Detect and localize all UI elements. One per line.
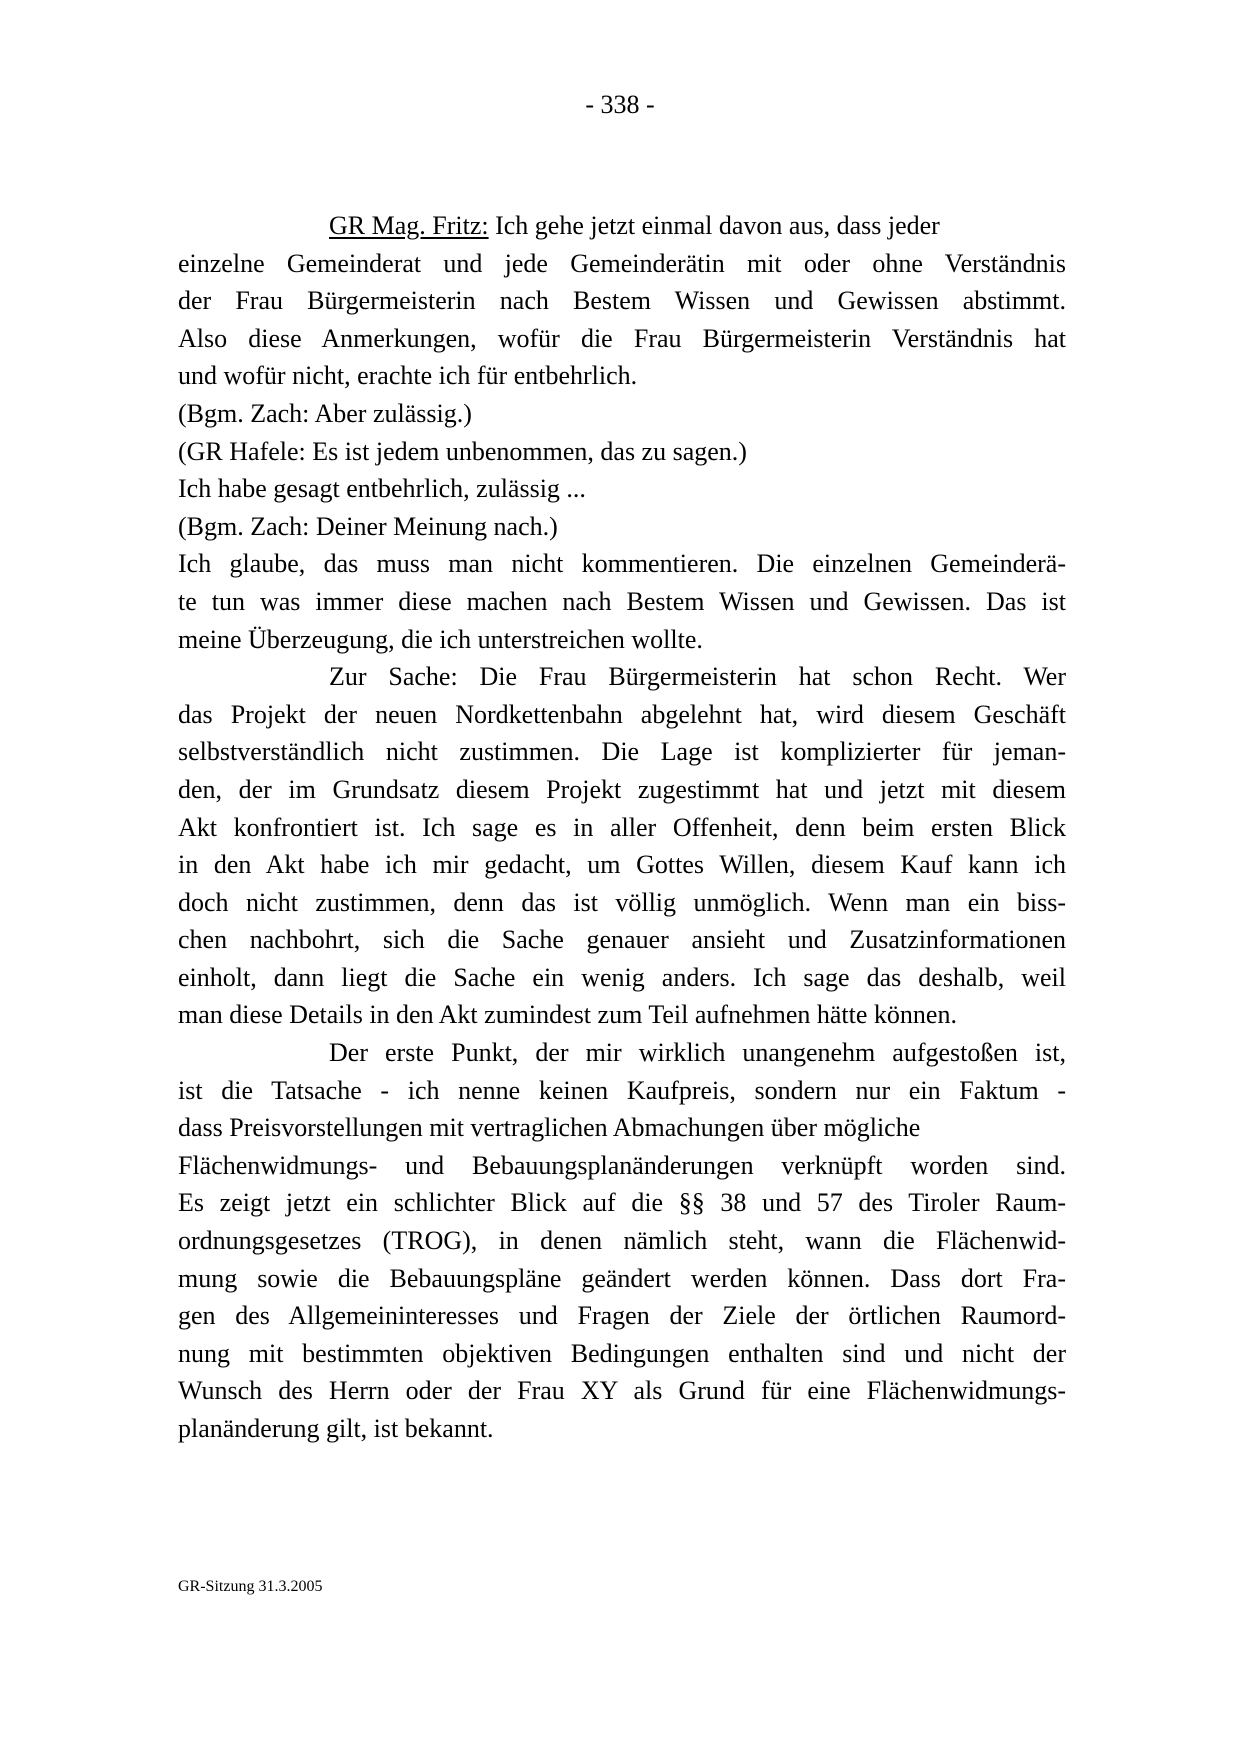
text-line: man diese Details in den Akt zumindest zum Teil aufnehmen hätte können. [178, 1000, 957, 1030]
interjection: (GR Hafele: Es ist jedem unbenommen, das zu sagen.) [178, 436, 747, 466]
text-line: der Frau Bürgermeisterin nach Bestem Wissen und Gewissen abstimmt. [178, 286, 1066, 316]
text-line: te tun was immer diese machen nach Bestem Wissen und Gewissen. Das ist [178, 586, 1066, 616]
text-line: einholt, dann liegt die Sache ein wenig anders. Ich sage das deshalb, weil [178, 962, 1066, 992]
text-line: ordnungsgesetzes (TROG), in denen nämlich steht, wann die Flächenwid- [178, 1226, 1066, 1256]
text-line: Zur Sache: Die Frau Bürgermeisterin hat schon Recht. Wer [329, 662, 1066, 692]
text-line: in den Akt habe ich mir gedacht, um Gottes Willen, diesem Kauf kann ich [178, 850, 1066, 880]
text-line: nung mit bestimmten objektiven Bedingungen enthalten sind und nicht der [178, 1338, 1066, 1368]
text-line: Ich habe gesagt entbehrlich, zulässig ... [178, 474, 586, 504]
text-line: das Projekt der neuen Nordkettenbahn abgelehnt hat, wird diesem Geschäft [178, 699, 1066, 729]
text-line: meine Überzeugung, die ich unterstreichen wollte. [178, 624, 703, 654]
text-line: planänderung gilt, ist bekannt. [178, 1414, 494, 1443]
text-line: GR Mag. Fritz: Ich gehe jetzt einmal davon aus, dass jeder [329, 211, 940, 240]
text-line: selbstverständlich nicht zustimmen. Die Lage ist komplizierter für jeman- [178, 737, 1066, 767]
text-line: den, der im Grundsatz diesem Projekt zugestimmt hat und jetzt mit diesem [178, 774, 1066, 804]
text-line: Es zeigt jetzt ein schlichter Blick auf die §§ 38 und 57 des Tiroler Raum- [178, 1188, 1066, 1218]
text-line: Akt konfrontiert ist. Ich sage es in aller Offenheit, denn beim ersten Blick [178, 812, 1066, 842]
text-line: chen nachbohrt, sich die Sache genauer ansieht und Zusatzinformationen [178, 925, 1066, 955]
speech-body [178, 207, 1066, 1448]
interjection: (Bgm. Zach: Deiner Meinung nach.) [178, 511, 558, 541]
text-line: und wofür nicht, erachte ich für entbehrlich. [178, 361, 638, 391]
text-line: Der erste Punkt, der mir wirklich unangenehm aufgestoßen ist, [329, 1038, 1066, 1068]
interjection: (Bgm. Zach: Aber zulässig.) [178, 398, 472, 428]
text-line: einzelne Gemeinderat und jede Gemeinderätin mit oder ohne Verständnis [178, 248, 1066, 278]
text-line: ist die Tatsache - ich nenne keinen Kaufpreis, sondern nur ein Faktum - [178, 1075, 1066, 1105]
text-line: Flächenwidmungs- und Bebauungsplanänderungen verknüpft worden sind. [178, 1150, 1066, 1180]
text-line: doch nicht zustimmen, denn das ist völlig unmöglich. Wenn man ein biss- [178, 887, 1066, 917]
text-line: Ich glaube, das muss man nicht kommentieren. Die einzelnen Gemeinderä- [178, 549, 1066, 579]
text-line: dass Preisvorstellungen mit vertraglichen Abmachungen über mögliche [178, 1113, 921, 1143]
text-line: gen des Allgemeininteresses und Fragen der Ziele der örtlichen Raumord- [178, 1301, 1066, 1331]
speaker-name: GR Mag. Fritz: [329, 211, 489, 240]
page-number: - 338 - [585, 90, 655, 119]
text-line: mung sowie die Bebauungspläne geändert werden können. Dass dort Fra- [178, 1263, 1066, 1293]
text-line: Wunsch des Herrn oder der Frau XY als Grund für eine Flächenwidmungs- [178, 1376, 1066, 1406]
footer-session-date: GR-Sitzung 31.3.2005 [178, 1578, 323, 1595]
text-line: Also diese Anmerkungen, wofür die Frau Bürgermeisterin Verständnis hat [178, 323, 1066, 353]
